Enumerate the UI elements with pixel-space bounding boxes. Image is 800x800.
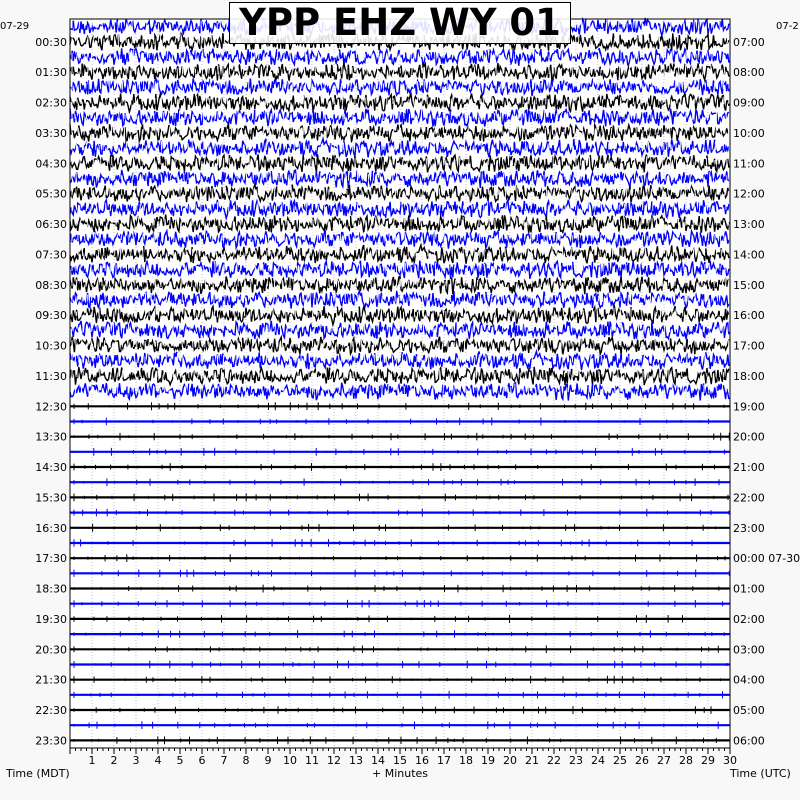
left-time-label: 22:30 (35, 704, 67, 718)
right-time-label: 04:00 (733, 673, 765, 687)
right-time-label: 15:00 (733, 278, 765, 292)
x-tick-label: 29 (701, 754, 715, 767)
right-time-label: 03:00 (733, 643, 765, 657)
x-tick-label: 23 (569, 754, 583, 767)
x-tick-label: 11 (305, 754, 319, 767)
x-tick-label: 28 (679, 754, 693, 767)
x-axis-title: + Minutes (372, 767, 429, 780)
left-time-label: 00:30 (35, 35, 67, 49)
left-time-label: 17:30 (35, 552, 67, 566)
left-time-label: 02:30 (35, 96, 67, 110)
left-time-label: 21:30 (35, 673, 67, 687)
left-time-label: 11:30 (35, 369, 67, 383)
x-tick-label: 3 (132, 754, 140, 767)
left-time-label: 20:30 (35, 643, 67, 657)
right-time-label: 06:00 (733, 734, 765, 748)
right-time-label: 11:00 (733, 157, 765, 171)
x-tick-label: 12 (327, 754, 341, 767)
left-time-label: 06:30 (35, 218, 67, 232)
x-tick-label: 19 (481, 754, 495, 767)
left-time-label: 01:30 (35, 66, 67, 80)
right-time-label: 17:00 (733, 339, 765, 353)
x-tick-label: 27 (657, 754, 671, 767)
right-time-label: 16:00 (733, 309, 765, 323)
right-time-label: 07:00 (733, 35, 765, 49)
left-time-label: 09:30 (35, 309, 67, 323)
left-time-label: 08:30 (35, 278, 67, 292)
x-axis (70, 748, 737, 767)
x-tick-label: 25 (613, 754, 627, 767)
right-time-label: 08:00 (733, 66, 765, 80)
date-right-label: 07-2 (776, 21, 799, 32)
right-time-label: 09:00 (733, 96, 765, 110)
right-time-label: 21:00 (733, 461, 765, 475)
left-time-label: 14:30 (35, 461, 67, 475)
right-time-label: 23:00 (733, 521, 765, 535)
left-time-label: 05:30 (35, 187, 67, 201)
left-time-label: 19:30 (35, 612, 67, 626)
right-time-label: 02:00 (733, 612, 765, 626)
right-time-label: 01:00 (733, 582, 765, 596)
right-time-label: 10:00 (733, 126, 765, 140)
right-time-label: 20:00 (733, 430, 765, 444)
left-time-label: 23:30 (35, 734, 67, 748)
x-tick-label: 5 (176, 754, 184, 767)
x-tick-label: 17 (437, 754, 451, 767)
right-time-label: 12:00 (733, 187, 765, 201)
right-time-label: 19:00 (733, 400, 765, 414)
left-time-label: 18:30 (35, 582, 67, 596)
right-time-label: 05:00 (733, 704, 765, 718)
x-tick-label: 15 (393, 754, 407, 767)
right-time-label: 13:00 (733, 218, 765, 232)
x-tick-label: 26 (635, 754, 649, 767)
right-axis-title: Time (UTC) (730, 767, 791, 780)
x-tick-label: 18 (459, 754, 473, 767)
left-time-label: 03:30 (35, 126, 67, 140)
left-time-label: 15:30 (35, 491, 67, 505)
x-tick-label: 1 (88, 754, 96, 767)
right-time-label: 00:00 07-30 (733, 552, 800, 566)
x-tick-label: 9 (264, 754, 272, 767)
x-tick-label: 6 (198, 754, 206, 767)
right-time-label: 14:00 (733, 248, 765, 262)
date-left-label: 07-29 (0, 21, 30, 32)
left-time-label: 10:30 (35, 339, 67, 353)
left-time-label: 04:30 (35, 157, 67, 171)
left-axis-title: Time (MDT) (6, 767, 70, 780)
x-tick-label: 8 (242, 754, 250, 767)
x-tick-label: 16 (415, 754, 429, 767)
x-tick-label: 20 (503, 754, 517, 767)
x-tick-label: 14 (371, 754, 385, 767)
right-time-label: 18:00 (733, 369, 765, 383)
x-tick-label: 10 (283, 754, 297, 767)
x-tick-label: 30 (723, 754, 737, 767)
left-time-label: 16:30 (35, 521, 67, 535)
x-tick-label: 22 (547, 754, 561, 767)
left-time-label: 13:30 (35, 430, 67, 444)
right-time-label: 22:00 (733, 491, 765, 505)
station-title: YPP EHZ WY 01 (229, 2, 571, 44)
left-time-label: 07:30 (35, 248, 67, 262)
left-time-label: 12:30 (35, 400, 67, 414)
x-tick-label: 2 (110, 754, 118, 767)
x-tick-label: 4 (154, 754, 162, 767)
x-tick-label: 24 (591, 754, 605, 767)
x-tick-label: 13 (349, 754, 363, 767)
x-tick-label: 21 (525, 754, 539, 767)
x-tick-label: 7 (220, 754, 228, 767)
